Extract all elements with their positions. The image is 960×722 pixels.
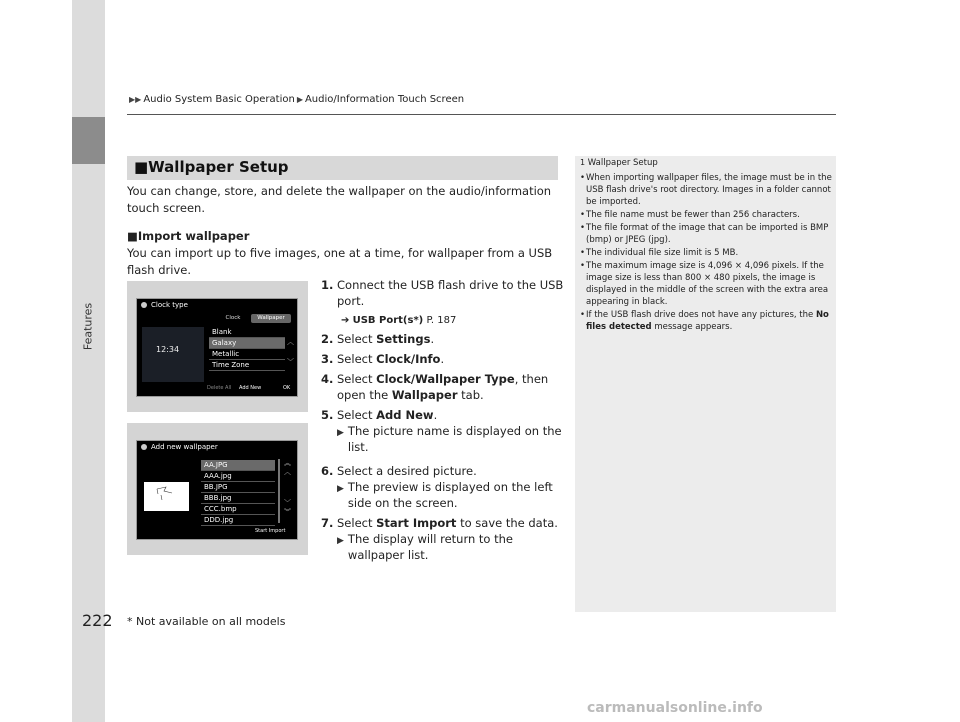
list-item[interactable]: BB.JPG (201, 482, 275, 493)
breadcrumb (127, 94, 464, 105)
chevron-up-icon[interactable]: ︿ (284, 468, 291, 476)
sidebar-tab-marker (72, 117, 105, 164)
clock-preview (142, 327, 204, 382)
delete-all-button[interactable]: Delete All (207, 385, 232, 391)
list-item[interactable]: AA.JPG (201, 460, 275, 471)
step-4 (321, 371, 571, 403)
step-text: Select a desired picture. (337, 464, 477, 478)
bullet-icon: • (580, 261, 586, 271)
list-item[interactable]: Time Zone (209, 360, 285, 371)
step-5 (321, 407, 571, 423)
step-number: 5. (321, 408, 334, 422)
breadcrumb-part2[interactable]: Audio/Information Touch Screen (304, 94, 465, 105)
list-item[interactable]: BBB.jpg (201, 493, 275, 504)
image-preview (144, 482, 189, 511)
add-new-button[interactable]: Add New (239, 385, 262, 391)
screen1-title: Clock type (151, 301, 188, 309)
chevron-up-icon[interactable]: ︿ (287, 338, 294, 346)
list-item[interactable]: CCC.bmp (201, 504, 275, 515)
step-number: 4. (321, 372, 334, 386)
cross-reference[interactable] (341, 313, 571, 329)
result-text: The picture name is displayed on the list. (347, 424, 562, 454)
footnote: * Not available on all models (127, 615, 286, 628)
list-item[interactable]: Galaxy (209, 338, 285, 349)
step-6 (321, 463, 571, 479)
notes-title-text: Wallpaper Setup (587, 158, 658, 168)
section-title: ■Wallpaper Setup (134, 158, 289, 176)
step-number: 6. (321, 464, 334, 478)
result-text: The display will return to the wallpaper list. (347, 532, 513, 562)
watermark: carmanualsonline.info (587, 700, 763, 716)
reference-arrow-icon: ➔ (341, 315, 350, 326)
step-7-result (337, 531, 571, 563)
chevron-down-icon[interactable]: ﹀ (284, 499, 291, 507)
start-import-button[interactable]: Start Import (255, 528, 286, 534)
step-number: 2. (321, 332, 334, 346)
note-item: • If the USB flash drive does not have any pictures, the No files detected message appears. (580, 310, 829, 332)
list-item[interactable]: Blank (209, 327, 285, 338)
step-number: 1. (321, 278, 334, 292)
scroll-arrows (284, 459, 291, 517)
screen1-frame (127, 281, 308, 412)
reference-page: P. 187 (426, 315, 457, 326)
notes-list (580, 172, 832, 334)
back-icon[interactable] (141, 444, 147, 450)
note-item: • The file format of the image that can be imported is BMP (bmp) or JPEG (jpg). (580, 223, 829, 245)
screen1-display (136, 298, 298, 397)
notes-title (580, 158, 658, 168)
note-item: • The file name must be fewer than 256 characters. (580, 210, 800, 220)
clock-readout: 12:34 (156, 345, 180, 354)
double-chevron-up-icon[interactable]: ︽ (284, 459, 291, 467)
scrollbar[interactable] (278, 459, 280, 523)
picture-list (201, 460, 275, 526)
bullet-icon: • (580, 310, 586, 320)
step-number: 3. (321, 352, 334, 366)
sketch-preview-icon (144, 482, 189, 511)
screen2-frame (127, 423, 308, 555)
breadcrumb-arrow-icon: ▶▶ (129, 95, 142, 104)
step-text: Select Add New. (337, 408, 438, 422)
sidebar-label: Features (81, 302, 95, 351)
list-item[interactable]: AAA.jpg (201, 471, 275, 482)
result-arrow-icon: ▶ (337, 484, 344, 494)
reference-title: USB Port(s*) (352, 315, 424, 326)
step-3 (321, 351, 571, 367)
step-2 (321, 331, 571, 347)
header-rule (127, 114, 836, 115)
step-text: Select Settings. (337, 332, 435, 346)
step-text: Select Clock/Wallpaper Type, then open the Wallpaper tab. (337, 372, 549, 402)
bullet-icon: • (580, 223, 586, 233)
breadcrumb-part1[interactable]: Audio System Basic Operation (143, 94, 295, 105)
note-item: • The maximum image size is 4,096 × 4,096 pixels. If the image size is less than 800 × 480 pixels, the image is displayed in the middle of the screen with the extra area appearing in black. (580, 261, 829, 307)
back-icon[interactable] (141, 302, 147, 308)
result-text: The preview is displayed on the left side on the screen. (347, 480, 553, 510)
page-number: 222 (82, 611, 113, 630)
step-6-result (337, 479, 571, 511)
list-item[interactable]: Metallic (209, 349, 285, 360)
import-text: You can import up to five images, one at a time, for wallpaper from a USB flash drive. (127, 246, 553, 277)
chevron-down-icon[interactable]: ﹀ (287, 358, 294, 366)
steps-list (321, 277, 571, 563)
bullet-icon: • (580, 210, 586, 220)
step-text: Select Clock/Info. (337, 352, 445, 366)
step-text: Connect the USB flash drive to the USB port. (337, 278, 564, 308)
double-chevron-down-icon[interactable]: ︾ (284, 508, 291, 516)
step-5-result (337, 423, 571, 455)
list-item[interactable]: DDD.jpg (201, 515, 275, 526)
screen2-title: Add new wallpaper (151, 443, 218, 451)
note-marker-icon: 1 (580, 158, 586, 167)
note-item: • The individual file size limit is 5 MB. (580, 248, 739, 258)
wallpaper-list (209, 327, 285, 371)
tab-wallpaper[interactable]: Wallpaper (251, 314, 291, 323)
tab-clock[interactable]: Clock (225, 315, 241, 321)
step-text: Select Start Import to save the data. (337, 516, 558, 530)
bullet-icon: • (580, 248, 586, 258)
screen2-display (136, 440, 298, 540)
note-item: • When importing wallpaper files, the image must be in the USB flash drive's root directory. Images in a folder cannot be imported. (580, 173, 832, 207)
bullet-icon: • (580, 173, 586, 183)
step-1 (321, 277, 571, 309)
step-number: 7. (321, 516, 334, 530)
result-arrow-icon: ▶ (337, 536, 344, 546)
step-7 (321, 515, 571, 531)
intro-text: You can change, store, and delete the wallpaper on the audio/information touch screen. (127, 184, 552, 215)
ok-button[interactable]: OK (283, 385, 291, 391)
result-arrow-icon: ▶ (337, 428, 344, 438)
import-heading: ■Import wallpaper (127, 229, 250, 243)
breadcrumb-arrow-icon: ▶ (296, 95, 303, 104)
